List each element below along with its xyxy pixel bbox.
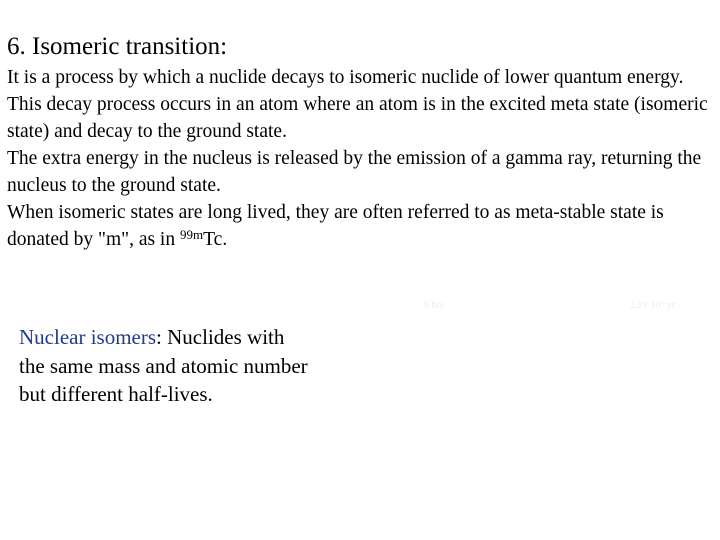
element-symbol: Tc. xyxy=(203,229,228,250)
slide-title: 6. Isomeric transition: xyxy=(7,33,228,60)
half-life-label-1: 6 hrs xyxy=(424,300,444,311)
body-text xyxy=(7,64,713,253)
nuclear-isomers-text: : Nuclides with the same mass and atomic number but different half-lives. xyxy=(19,325,308,406)
nuclear-isomers-term: Nuclear isomers xyxy=(19,325,157,349)
half-life-label-2: 2.1× 10⁵ yr xyxy=(630,300,675,311)
metastable-text: When isomeric states are long lived, they are often referred to as meta-stable state is donated by "m", as in xyxy=(7,202,664,250)
paragraph-definition: It is a process by which a nuclide decays to isomeric nuclide of lower quantum energy. This decay process occurs in an atom where an atom is in the excited meta state (isomeric state) and decay to the ground state. xyxy=(7,67,708,142)
paragraph-gamma-emission: The extra energy in the nucleus is released by the emission of a gamma ray, returning the nucleus to the ground state. xyxy=(7,148,702,196)
nuclear-isomers-definition xyxy=(19,323,309,409)
mass-number-superscript: 99m xyxy=(179,227,204,242)
paragraph-metastable xyxy=(7,199,713,253)
